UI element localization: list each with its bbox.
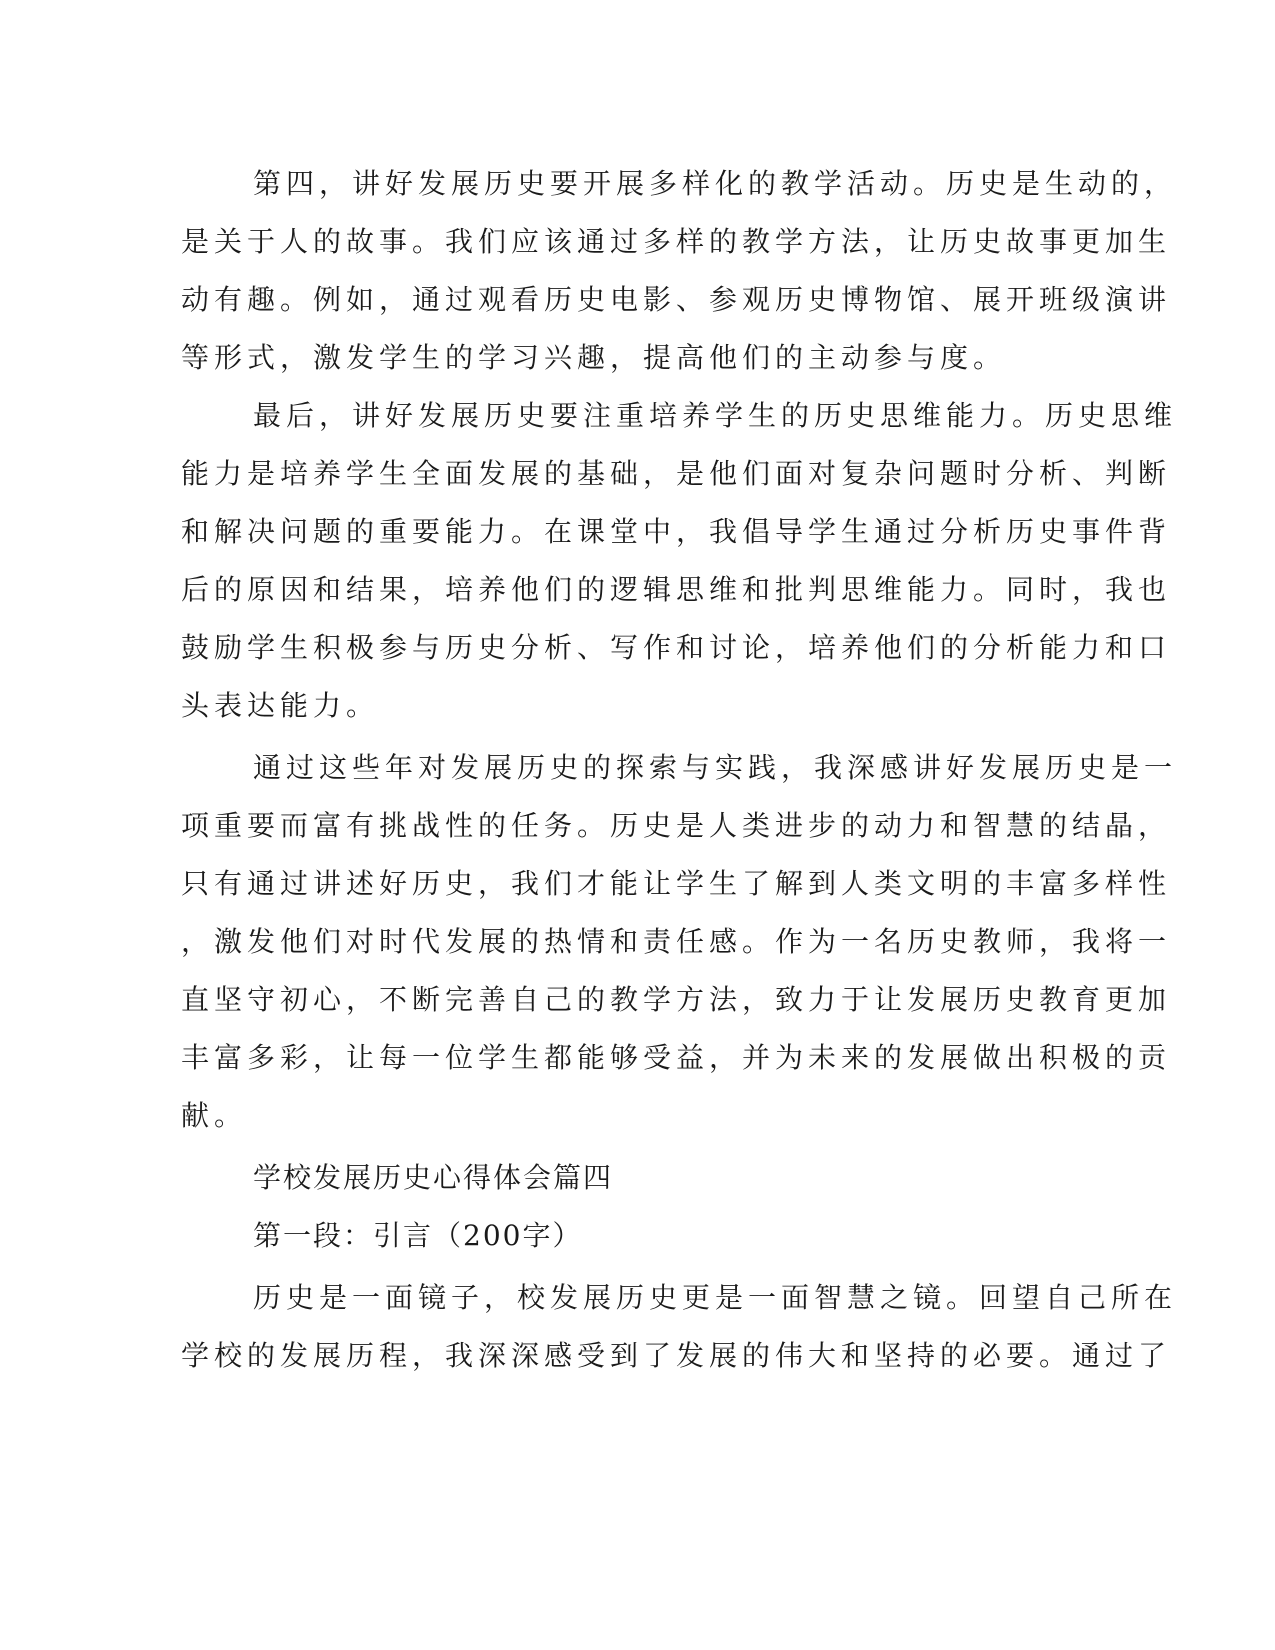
text-line: ，激发他们对时代发展的热情和责任感。作为一名历史教师，我将一 bbox=[181, 925, 1172, 958]
text-line: 是关于人的故事。我们应该通过多样的教学方法，让历史故事更加生 bbox=[181, 225, 1172, 258]
text-line: 学校的发展历程，我深深感受到了发展的伟大和坚持的必要。通过了 bbox=[181, 1339, 1172, 1372]
text-line: 鼓励学生积极参与历史分析、写作和讨论，培养他们的分析能力和口 bbox=[181, 631, 1172, 664]
section-title: 学校发展历史心得体会篇四 bbox=[253, 1161, 614, 1194]
text-line: 动有趣。例如，通过观看历史电影、参观历史博物馆、展开班级演讲 bbox=[181, 283, 1172, 316]
section-subtitle: 第一段：引言（200字） bbox=[253, 1219, 583, 1252]
text-line: 只有通过讲述好历史，我们才能让学生了解到人类文明的丰富多样性 bbox=[181, 867, 1172, 900]
text-line: 第四，讲好发展历史要开展多样化的教学活动。历史是生动的， bbox=[253, 167, 1178, 200]
text-line: 后的原因和结果，培养他们的逻辑思维和批判思维能力。同时，我也 bbox=[181, 573, 1172, 606]
text-line: 等形式，激发学生的学习兴趣，提高他们的主动参与度。 bbox=[181, 341, 1007, 374]
text-line: 能力是培养学生全面发展的基础，是他们面对复杂问题时分析、判断 bbox=[181, 457, 1172, 490]
text-line: 和解决问题的重要能力。在课堂中，我倡导学生通过分析历史事件背 bbox=[181, 515, 1172, 548]
text-line: 通过这些年对发展历史的探索与实践，我深感讲好发展历史是一 bbox=[253, 751, 1178, 784]
text-line: 历史是一面镜子，校发展历史更是一面智慧之镜。回望自己所在 bbox=[253, 1281, 1178, 1314]
text-line: 直坚守初心，不断完善自己的教学方法，致力于让发展历史教育更加 bbox=[181, 983, 1172, 1016]
text-line: 项重要而富有挑战性的任务。历史是人类进步的动力和智慧的结晶， bbox=[181, 809, 1172, 842]
text-line: 献。 bbox=[181, 1099, 248, 1132]
text-line: 头表达能力。 bbox=[181, 689, 380, 722]
text-line: 最后，讲好发展历史要注重培养学生的历史思维能力。历史思维 bbox=[253, 399, 1178, 432]
text-line: 丰富多彩，让每一位学生都能够受益，并为未来的发展做出积极的贡 bbox=[181, 1041, 1172, 1074]
